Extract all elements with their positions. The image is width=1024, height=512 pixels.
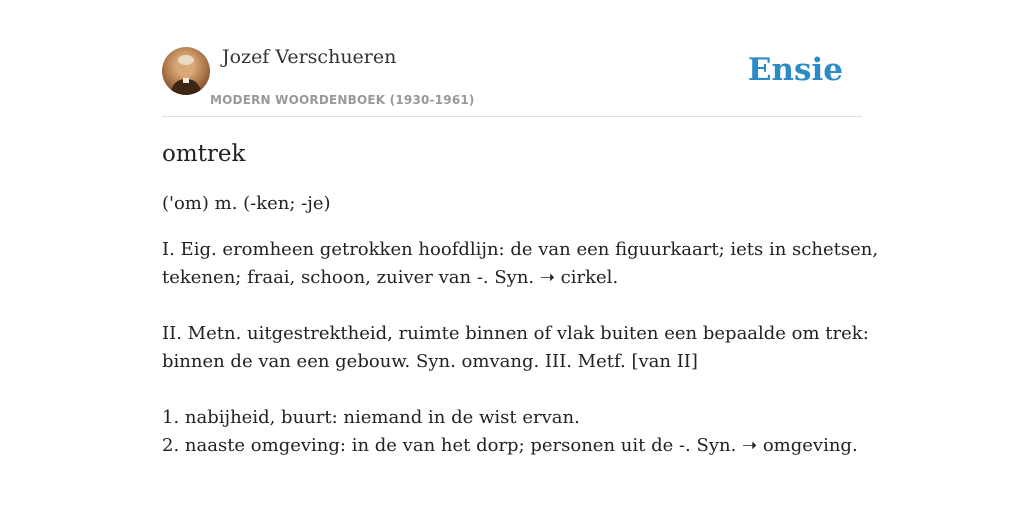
- portrait-icon: [162, 47, 210, 95]
- definition-line: 1. nabijheid, buurt: niemand in de wist ervan.: [162, 407, 580, 428]
- entry-content: [162, 138, 879, 460]
- ensie-logo[interactable]: Ensie: [747, 52, 843, 88]
- definition-paragraph: [162, 404, 862, 460]
- definition-line: I. Eig. eromheen getrokken hoofdlijn: de van een figuurkaart; iets in schetsen,: [162, 239, 879, 260]
- definition-line: 2. naaste omgeving: in de van het dorp; personen uit de -. Syn. ➝ omgeving.: [162, 435, 858, 456]
- author-name[interactable]: Jozef Verschueren: [222, 46, 397, 68]
- entry-grammar: ('om) m. (-ken; -je): [162, 193, 331, 214]
- definition-line: binnen de van een gebouw. Syn. omvang. III. Metf. [van II]: [162, 351, 698, 372]
- page-header: [162, 44, 862, 117]
- definition-paragraph: [162, 236, 879, 292]
- entry-term: omtrek: [162, 141, 246, 167]
- author-avatar[interactable]: [162, 47, 210, 95]
- definition-line: tekenen; fraai, schoon, zuiver van -. Syn. ➝ cirkel.: [162, 267, 619, 288]
- definition-paragraph: [162, 320, 869, 376]
- definition-line: II. Metn. uitgestrektheid, ruimte binnen of vlak buiten een bepaalde om trek:: [162, 323, 869, 344]
- source-name[interactable]: MODERN WOORDENBOEK (1930-1961): [210, 93, 475, 107]
